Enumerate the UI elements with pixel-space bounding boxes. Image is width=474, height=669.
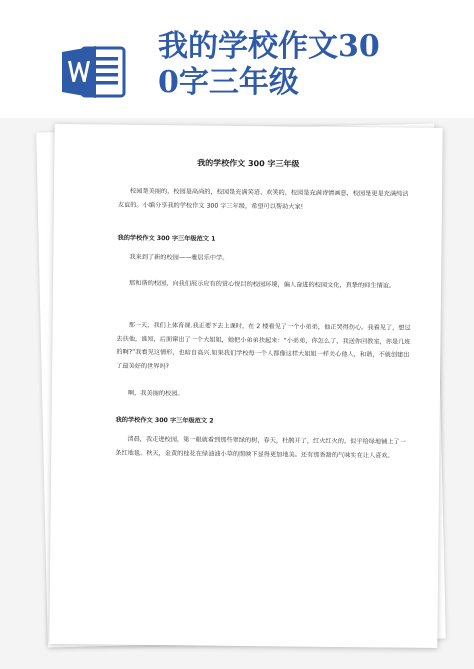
intro-paragraph: 校园是美丽的，校园是高尚的，校园是充满笑语、欢笑的，校园是充满诗情画意，校园是更是充满纯洁友谊的。小编分享我的学校作文 300 字三年级，希望可以帮助大家! — [117, 187, 409, 211]
section-2-heading: 我的学校作文 300 字三年级范文 2 — [115, 416, 214, 425]
section-1-heading: 我的学校作文 300 字三年级范文 1 — [117, 234, 216, 243]
section-2-paragraph-1: 清晨，我走进校园，第一眼就看到那些翠绿的树，春天，杜鹃开了，红火红火的，似乎给绿地铺上了一条红地毯。秋天，金黄的桂花在绿油油小草的照映下显得更加地美。还有那香甜的气味实在让人喜欢。 — [115, 435, 406, 460]
section-1-paragraph-2: 那和谐的校园，向我们展示应有的赏心悦目的校园环境，偏人奋进的校园文化，真挚的师生情谊。 — [129, 279, 396, 290]
page-header — [0, 0, 474, 118]
document-title: 我的学校作文 300 字三年级 — [197, 158, 300, 169]
section-1-paragraph-4: 啊，我美丽的校园。 — [127, 389, 184, 398]
document-page — [49, 124, 442, 648]
page-title-line-1: 我的学校作文30 — [158, 29, 380, 64]
section-1-paragraph-3: 那一天，我们上体育课.我正要下去上课时，在 2 楼看见了一个小弟弟，他正哭得伤心。我看见了，想过去扶他，谁知，后面窜出了一个大姐姐，她把小弟弟扶起来：“小弟弟，你怎么了，我送你回教室，你是几班的啊?”我看见这情形，也暗自高兴.如果我们学校每一个人都像这样大姐姐一样关心他人，和谐，不就创建出了最美好的世界吗? — [116, 321, 411, 370]
word-icon — [62, 44, 126, 100]
page-title-line-2: 0字三年级 — [158, 65, 299, 100]
section-1-paragraph-1: 我来到了新的校园——雅居乐中学。 — [129, 253, 229, 262]
